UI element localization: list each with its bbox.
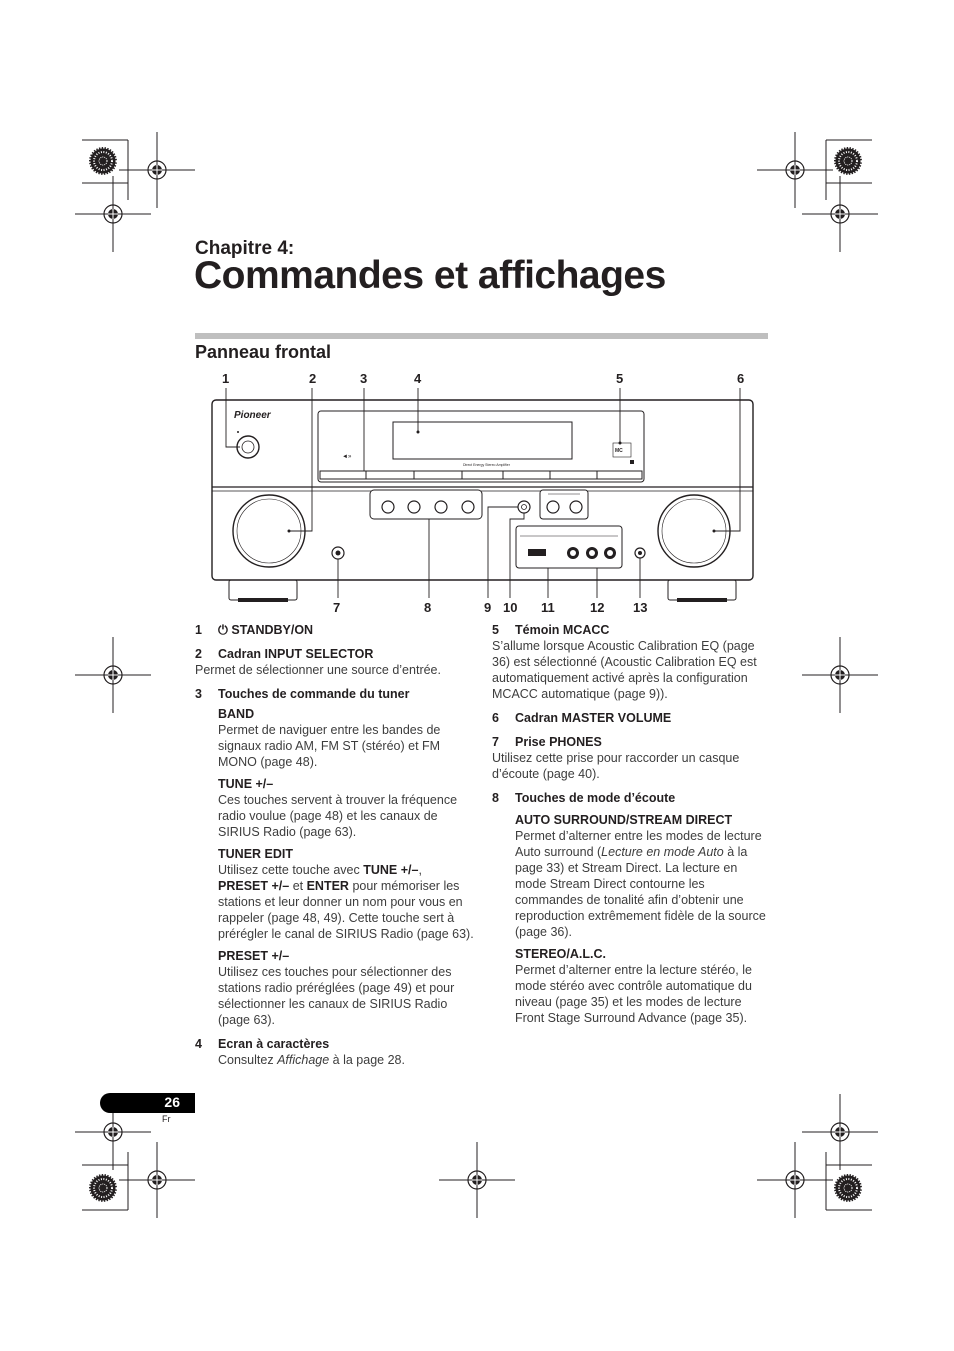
- tuner-edit-desc: Utilisez cette touche avec TUNE +/–, PRESET +/– et ENTER pour mémoriser les stations et leur donner un nom pour vous en rappeler (page 48, 49). Cette touche sert à prérégler le canal de SIRIUS Radio (page 63).: [218, 863, 474, 941]
- text-column-right: [492, 622, 772, 1026]
- section-rule: [195, 333, 768, 339]
- item-7-heading: 7 Prise PHONES: [492, 735, 602, 749]
- front-panel-diagram: [195, 365, 770, 617]
- item-1-heading: 1 ⏻ STANDBY/ON: [195, 623, 314, 637]
- auto-surround-desc: Permet d’alterner entre les modes de lecture Auto surround (Lecture en mode Auto à la page 33) et Stream Direct. La lecture en mode Stream Direct contourne les commandes de tonalité afin d’obtenir une reproduction extrêmement fidèle de la source (page 36).: [515, 829, 766, 939]
- page-number: 26: [164, 1094, 180, 1110]
- item-8-heading: 8 Touches de mode d’écoute: [492, 791, 676, 805]
- callout-2: 2: [309, 371, 317, 386]
- item-4-desc: Consultez Affichage à la page 28.: [218, 1053, 405, 1067]
- chapter-title: Commandes et affichages: [194, 254, 666, 297]
- text-column-left: [195, 622, 475, 1068]
- item-2-desc: Permet de sélectionner une source d’entrée.: [195, 663, 441, 677]
- callout-10: 10: [503, 600, 518, 615]
- item-2-heading: 2 Cadran INPUT SELECTOR: [195, 647, 374, 661]
- svg-text:Pioneer: Pioneer: [234, 410, 271, 421]
- item-6-heading: 6 Cadran MASTER VOLUME: [492, 711, 672, 725]
- item-5-desc: S’allume lorsque Acoustic Calibration EQ (page 36) est sélectionné (Acoustic Calibration EQ est automatiquement activé après la configuration MCACC automatique (page 9)).: [492, 639, 757, 701]
- item-3-heading: 3 Touches de commande du tuner: [195, 687, 410, 701]
- panel-tagline: Direct Energy Stereo Amplifier: [463, 463, 510, 467]
- callout-6: 6: [737, 371, 745, 386]
- callout-11: 11: [541, 600, 555, 615]
- page-language: Fr: [162, 1114, 171, 1124]
- callout-1: 1: [222, 371, 230, 386]
- svg-text:MC: MC: [615, 448, 623, 454]
- page-number-tab: [100, 1093, 195, 1113]
- callout-4: 4: [414, 371, 422, 386]
- stereo-alc-desc: Permet d’alterner entre la lecture stéréo, le mode stéréo avec contrôle automatique du niveau (page 35) et les modes de lecture Front Stage Surround Advance (page 35).: [515, 963, 752, 1025]
- auto-surround-heading: AUTO SURROUND/STREAM DIRECT: [515, 813, 733, 827]
- callout-9: 9: [484, 600, 492, 615]
- item-5-heading: 5 Témoin MCACC: [492, 623, 610, 637]
- section-title: Panneau frontal: [195, 342, 332, 362]
- callout-5: 5: [616, 371, 624, 386]
- preset-desc: Utilisez ces touches pour sélectionner des stations radio préréglées (page 49) et pour sélectionner les canaux de SIRIUS Radio (page 63).: [218, 965, 455, 1027]
- callout-7: 7: [333, 600, 341, 615]
- tuner-edit-heading: TUNER EDIT: [218, 847, 293, 861]
- callout-13: 13: [633, 600, 648, 615]
- preset-heading: PRESET +/–: [218, 949, 290, 963]
- tune-heading: TUNE +/–: [218, 777, 274, 791]
- power-icon: ⏻: [218, 623, 232, 637]
- item-4-heading: 4 Ecran à caractères: [195, 1037, 330, 1051]
- band-heading: BAND: [218, 707, 255, 721]
- stereo-alc-heading: STEREO/A.L.C.: [515, 947, 606, 961]
- callout-3: 3: [360, 371, 368, 386]
- chapter-label: Chapitre 4:: [195, 238, 295, 259]
- callout-8: 8: [424, 600, 432, 615]
- tune-desc: Ces touches servent à trouver la fréquence radio voulue (page 48) et les canaux de SIRIUS Radio (page 63).: [218, 793, 458, 839]
- item-7-desc: Utilisez cette prise pour raccorder un casque d’écoute (page 40).: [492, 751, 740, 781]
- band-desc: Permet de naviguer entre les bandes de signaux radio AM, FM ST (stéréo) et FM MONO (page 48).: [218, 723, 441, 769]
- callout-12: 12: [590, 600, 605, 615]
- svg-text:◄»: ◄»: [342, 454, 352, 460]
